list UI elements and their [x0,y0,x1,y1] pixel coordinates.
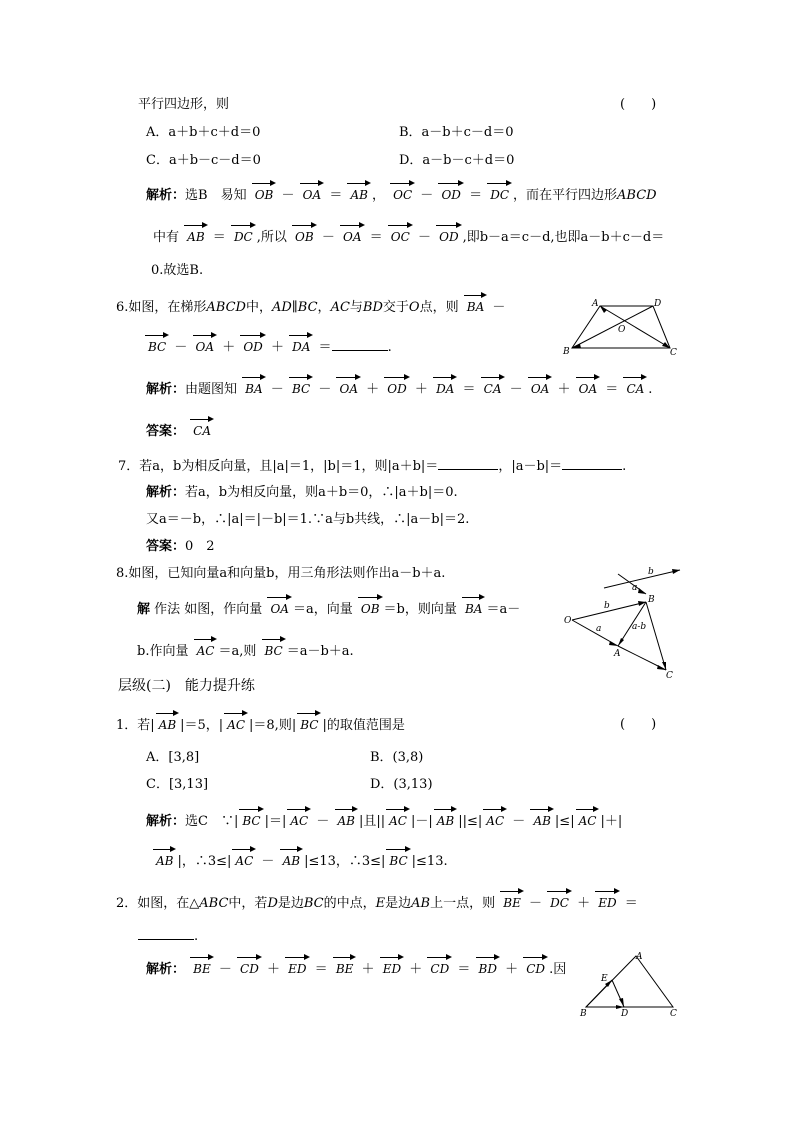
text: ＝a,则 [218,644,257,659]
point-C: C [670,348,677,358]
op: － [529,896,543,911]
vector-OB: OB [292,228,317,246]
vector-AB: AB [184,228,207,246]
text: ||≤| [458,814,483,829]
op: ＝ [212,230,226,245]
vector-OA: OA [336,380,361,398]
label-a-top: a [632,583,638,593]
vector-BE: BE [333,960,357,978]
text: 点，则 [419,300,459,315]
p1-option-a: A．[3,8] [146,750,200,765]
vector-CD: CD [523,960,548,978]
p1-solution-line-1 [146,812,622,831]
text: 是边 [385,896,412,911]
point-D: D [621,1009,629,1018]
text: b.作向量 [137,644,189,659]
answer-blank [138,939,194,940]
solution-label: 解析： [146,814,186,829]
text: ＝a－ [486,602,521,617]
text: 是边 [277,896,304,911]
answer-label: 答案： [146,424,186,439]
text: ,即b－a＝c－d,也即a－b＋c－d＝ [462,230,665,245]
vector-OD: OD [436,228,461,246]
text: |－| [410,814,433,829]
vector-BC: BC [239,812,263,830]
q5-option-b: B．a－b＋c－d＝0 [399,125,514,140]
vector-BE: BE [190,960,214,978]
op: . [387,340,392,355]
vector-BA: BA [462,600,485,618]
text: 6.如图，在梯形 [116,300,207,315]
text: ＝a，向量 [292,602,353,617]
text: AC [330,300,350,315]
text: ,所以 [256,230,287,245]
solution-label: 解析： [146,962,186,977]
solution-label: 解 [137,602,151,617]
op: ＝ [314,962,328,977]
op: ＝ [605,382,619,397]
op: － [270,382,284,397]
op: － [318,382,332,397]
op: ＝ [469,188,483,203]
point-A: A [636,952,643,962]
text: .因 [549,962,567,977]
answer-blank [332,350,388,351]
op: . [648,382,653,397]
vector-OA: OA [340,228,365,246]
q8-solution-line-1 [137,600,520,619]
op: ＋ [222,340,236,355]
vector-BA: BA [242,380,265,398]
text: D [267,896,278,911]
vector-AB: AB [347,186,370,204]
op: ＝ [462,382,476,397]
point-A: A [592,299,599,309]
label-b-top: b [648,567,654,577]
op: ＋ [414,382,428,397]
text: ，而在平行四边形 [513,188,618,203]
q5-option-a: A．a＋b＋c＋d＝0 [146,125,261,140]
p2-solution [146,960,566,979]
vector-CD: CD [237,960,262,978]
text: ＝b，则向量 [383,602,457,617]
point-E: E [601,974,608,984]
vector-OA: OA [576,380,601,398]
op: － [281,188,295,203]
vector-BA: BA [464,298,487,316]
text: 的中点， [323,896,376,911]
text: 中，若 [228,896,268,911]
q6-stem-line-1 [116,298,505,317]
vector-CA: CA [190,422,214,440]
q5-solution-line-1 [146,186,657,205]
q7-solution-line-2: 又a＝－b，∴|a|＝|－b|＝1.∵a与b共线，∴|a－b|＝2. [146,512,470,527]
vector-BE: BE [500,894,524,912]
vector-triangle-figure [562,560,686,682]
text: 0 2 [185,539,215,554]
text: |，∴3≤| [177,854,232,869]
q5-solution-line-2 [153,228,664,247]
vector-ED: ED [380,960,404,978]
vector-AC: AC [232,852,256,870]
point-O: O [564,616,572,626]
text: 中有 [153,230,180,245]
op: － [174,340,188,355]
q5-solution-line-3: 0.故选B. [151,263,204,278]
vector-OA: OA [267,600,292,618]
solution-label: 解析： [146,382,186,397]
answer-blank [438,469,498,470]
op: ＝ [329,188,343,203]
op: － [492,300,506,315]
text: 与 [349,300,363,315]
vector-AB: AB [530,812,553,830]
answer-label: 答案： [146,539,186,554]
vector-AB: AB [156,716,179,734]
p2-stem-line-1 [116,894,638,913]
p2-stem-line-2 [138,928,198,946]
op: ＋ [577,896,591,911]
vector-ED: ED [595,894,619,912]
vector-ED: ED [285,960,309,978]
op: ＋ [366,382,380,397]
text: |＝8,则| [249,718,297,733]
text: |＋| [600,814,623,829]
q6-stem-line-2 [144,338,392,357]
vector-BD: BD [476,960,500,978]
op: ＋ [505,962,519,977]
vector-OA: OA [528,380,553,398]
vector-BC: BC [386,852,410,870]
point-B: B [563,347,570,357]
triangle-figure [578,950,688,1018]
q8-solution-line-2 [137,642,354,661]
op: . [622,459,627,474]
answer-blank [562,469,622,470]
text: 交于 [382,300,409,315]
op: . [194,929,199,944]
text: ABC [199,896,229,911]
q5-answer-paren: ( ) [620,97,657,112]
p1-solution-line-2 [152,852,448,871]
text: ABCD [206,300,246,315]
q6-solution [146,380,652,399]
text: O [408,300,420,315]
q5-option-d: D．a－b－c＋d＝0 [399,153,515,168]
vector-CA: CA [481,380,505,398]
op: ＋ [266,962,280,977]
vector-AB: AB [280,852,303,870]
op: ＝ [457,962,471,977]
vector-BC: BC [262,642,286,660]
text: |的取值范围是 [322,718,405,733]
q7-answer [146,538,215,556]
vector-DA: DA [433,380,457,398]
vector-DC: DC [231,228,256,246]
q8-stem: 8.如图，已知向量a和向量b，用三角形法则作出a－b＋a. [116,566,446,581]
text: |≤| [554,814,575,829]
op: ＝ [624,896,638,911]
q7-solution-line-1 [146,484,458,502]
op: － [316,814,330,829]
q7-stem [118,458,626,476]
op: － [218,962,232,977]
vector-DC: DC [547,894,572,912]
p1-answer-paren: ( ) [620,717,657,732]
text: BC [303,896,324,911]
vector-OB: OB [252,186,277,204]
vector-BC: BC [289,380,313,398]
op: ＋ [361,962,375,977]
text: 上一点，则 [430,896,496,911]
trapezoid-figure [560,296,685,358]
point-B: B [648,595,655,605]
op: － [321,230,335,245]
vector-OC: OC [388,228,413,246]
point-B: B [580,1009,587,1018]
vector-OD: OD [438,186,463,204]
vector-OA: OA [193,338,218,356]
vector-DA: DA [289,338,313,356]
solution-label: 解析： [146,188,186,203]
op: ＋ [557,382,571,397]
text: AD∥BC [271,300,318,315]
p1-option-d: D．(3,13) [370,777,433,792]
p1-stem [116,716,405,735]
text: 若a，b为相反向量，则a＋b＝0，∴|a＋b|＝0. [185,485,458,500]
op: ， [371,188,385,203]
p1-option-c: C．[3,13] [146,777,209,792]
op: － [512,814,526,829]
vector-AB: AB [335,812,358,830]
point-A: A [614,649,621,659]
vector-BC: BC [145,338,169,356]
text: AB [411,896,431,911]
text: 2．如图，在△ [116,896,200,911]
point-C: C [670,1009,677,1018]
vector-CA: CA [623,380,647,398]
vector-BC: BC [297,716,321,734]
text: |≤13，∴3≤| [304,854,386,869]
text: 选B 易知 [185,188,247,203]
vector-AC: AC [386,812,410,830]
text: ，|a－b|＝ [498,459,563,474]
text: |≤13. [411,854,448,869]
text: 由题图知 [185,382,238,397]
op: － [420,188,434,203]
text: |且|| [358,814,386,829]
op: － [417,230,431,245]
q6-answer [146,422,215,441]
text: 7．若a，b为相反向量，且|a|＝1，|b|＝1，则|a＋b|＝ [118,459,439,474]
text: E [375,896,386,911]
q5-option-c: C．a＋b－c－d＝0 [146,153,261,168]
op: － [509,382,523,397]
vector-OC: OC [390,186,415,204]
q5-stem: 平行四边形，则 [138,97,230,112]
vector-AC: AC [194,642,218,660]
op: ＋ [409,962,423,977]
vector-AC: AC [287,812,311,830]
text: ABCD [617,188,657,203]
op: － [261,854,275,869]
vector-CD: CD [427,960,452,978]
vector-AB: AB [434,812,457,830]
op: ＝ [369,230,383,245]
text: 作法 如图，作向量 [154,602,263,617]
vector-OB: OB [358,600,383,618]
op: ＝ [318,340,332,355]
label-b: b [604,601,610,611]
vector-AC: AC [576,812,600,830]
text: 选C ∵| [185,814,239,829]
text: ＝a－b＋a. [286,644,354,659]
point-O: O [618,325,626,335]
text: 中， [245,300,272,315]
vector-OA: OA [300,186,325,204]
label-a-minus-b: a-b [632,622,647,632]
vector-AC: AC [483,812,507,830]
vector-AB: AB [153,852,176,870]
op: ＋ [270,340,284,355]
vector-OD: OD [240,338,265,356]
text: BD [362,300,383,315]
text: 1．若| [116,718,155,733]
point-D: D [654,299,662,309]
solution-label: 解析： [146,485,186,500]
point-C: C [666,671,673,681]
text: |＝5，| [180,718,224,733]
vector-AC: AC [224,716,248,734]
p1-option-b: B．(3,8) [370,750,424,765]
text: ， [317,300,331,315]
text: |＝| [264,814,287,829]
vector-DC: DC [487,186,512,204]
label-a: a [596,624,602,634]
vector-OD: OD [384,380,409,398]
section-heading: 层级(二) 能力提升练 [118,678,255,694]
